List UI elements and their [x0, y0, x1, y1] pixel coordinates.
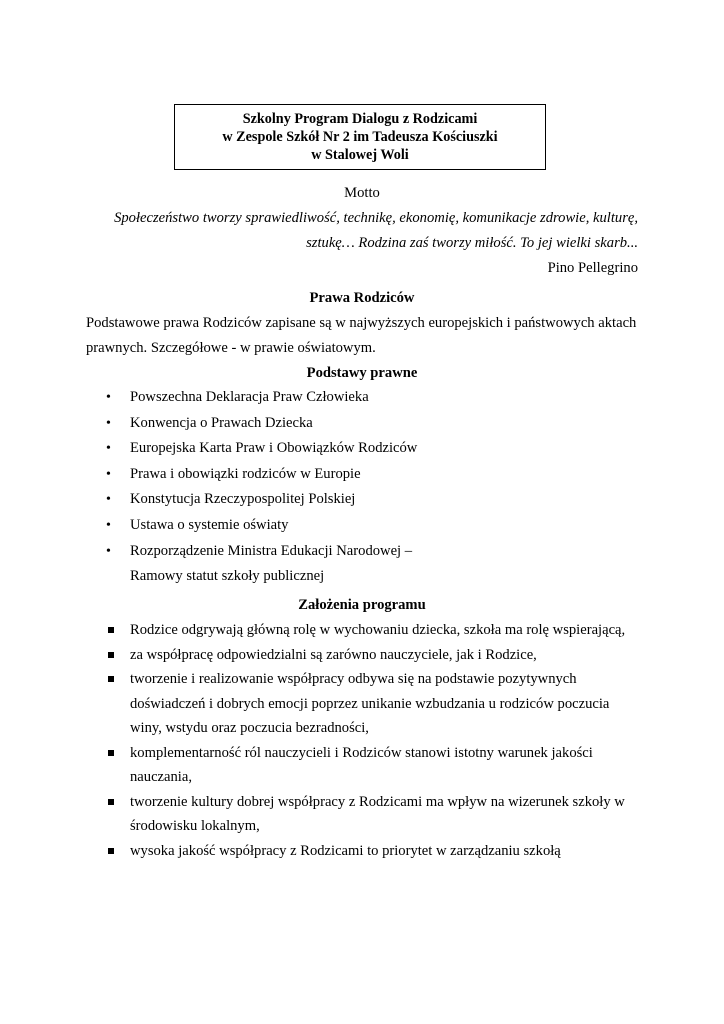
legal-heading: Podstawy prawne [306, 365, 418, 381]
list-item [106, 741, 646, 790]
title-line-3: w Stalowej Woli [311, 147, 409, 163]
list-item-text: Europejska Karta Praw i Obowiązków Rodziców [130, 440, 418, 457]
title-line-1: Szkolny Program Dialogu z Rodzicami [242, 111, 478, 127]
rights-paragraph-line-2: prawnych. Szczegółowe - w prawie oświatowym. [86, 340, 376, 356]
list-item [106, 385, 646, 411]
assumptions-list [106, 618, 646, 863]
bullet-square-icon [108, 799, 114, 805]
list-item-continuation [106, 564, 646, 590]
bullet-square-icon [108, 750, 114, 756]
list-item-text: tworzenie kultury dobrej współpracy z Rodzicami ma wpływ na wizerunek szkoły w środowisku lokalnym, [130, 793, 625, 834]
bullet-square-icon [108, 652, 114, 658]
list-item [106, 839, 646, 864]
list-item [106, 411, 646, 437]
list-item-text: Konstytucja Rzeczypospolitej Polskiej [130, 491, 356, 508]
list-item [106, 436, 646, 462]
rights-heading: Prawa Rodziców [309, 290, 415, 306]
list-item-text: za współpracę odpowiedzialni są zarówno nauczyciele, jak i Rodzice, [130, 646, 537, 663]
motto-author: Pino Pellegrino [547, 260, 638, 276]
motto-line-2: sztukę… Rodzina zaś tworzy miłość. To jej wielki skarb... [306, 235, 638, 251]
list-item-text: Ustawa o systemie oświaty [130, 516, 289, 533]
list-item-text: tworzenie i realizowanie współpracy odbywa się na podstawie pozytywnych doświadczeń i dobrych emocji poprzez unikanie wzbudzania u rodziców poczucia winy, wstydu oraz poczucia bezradności, [130, 671, 610, 736]
motto-label: Motto [344, 185, 380, 201]
rights-paragraph [86, 311, 641, 361]
bullet-dot-icon: • [106, 441, 111, 457]
list-item [106, 487, 646, 513]
list-item [106, 643, 646, 668]
bullet-square-icon [108, 848, 114, 854]
bullet-dot-icon: • [106, 415, 111, 431]
title-line-2: w Zespole Szkół Nr 2 im Tadeusza Kościuszki [222, 129, 498, 145]
bullet-dot-icon: • [106, 466, 111, 482]
list-item [106, 539, 646, 565]
list-item [106, 618, 646, 643]
bullet-square-icon [108, 676, 114, 682]
list-item-text: wysoka jakość współpracy z Rodzicami to priorytet w zarządzaniu szkołą [130, 842, 561, 859]
list-item-text: Prawa i obowiązki rodziców w Europie [130, 465, 361, 482]
bullet-dot-icon: • [106, 492, 111, 508]
bullet-dot-icon: • [106, 390, 111, 405]
list-item [106, 667, 610, 741]
bullet-square-icon [108, 627, 114, 633]
list-item-text: Konwencja o Prawach Dziecka [130, 414, 313, 431]
rights-paragraph-line-1: Podstawowe prawa Rodziców zapisane są w najwyższych europejskich i państwowych aktach [86, 315, 637, 331]
motto-line-1: Społeczeństwo tworzy sprawiedliwość, technikę, ekonomię, komunikacje zdrowie, kulturę, [114, 210, 638, 226]
list-item-text: Powszechna Deklaracja Praw Człowieka [130, 389, 369, 405]
list-item-text: Ramowy statut szkoły publicznej [130, 568, 325, 585]
list-item-text: komplementarność ról nauczycieli i Rodziców stanowi istotny warunek jakości nauczania, [130, 744, 593, 785]
list-item-text: Rodzice odgrywają główną rolę w wychowaniu dziecka, szkoła ma rolę wspierającą, [130, 622, 626, 638]
bullet-dot-icon: • [106, 543, 111, 559]
motto-quote [78, 206, 638, 256]
assumptions-heading: Założenia programu [298, 597, 426, 613]
list-item [106, 462, 646, 488]
legal-list [106, 385, 646, 590]
list-item-text: Rozporządzenie Ministra Edukacji Narodowej – [130, 542, 413, 559]
list-item [106, 513, 646, 539]
list-item [106, 790, 635, 839]
bullet-dot-icon: • [106, 517, 111, 533]
title-box [174, 104, 546, 170]
